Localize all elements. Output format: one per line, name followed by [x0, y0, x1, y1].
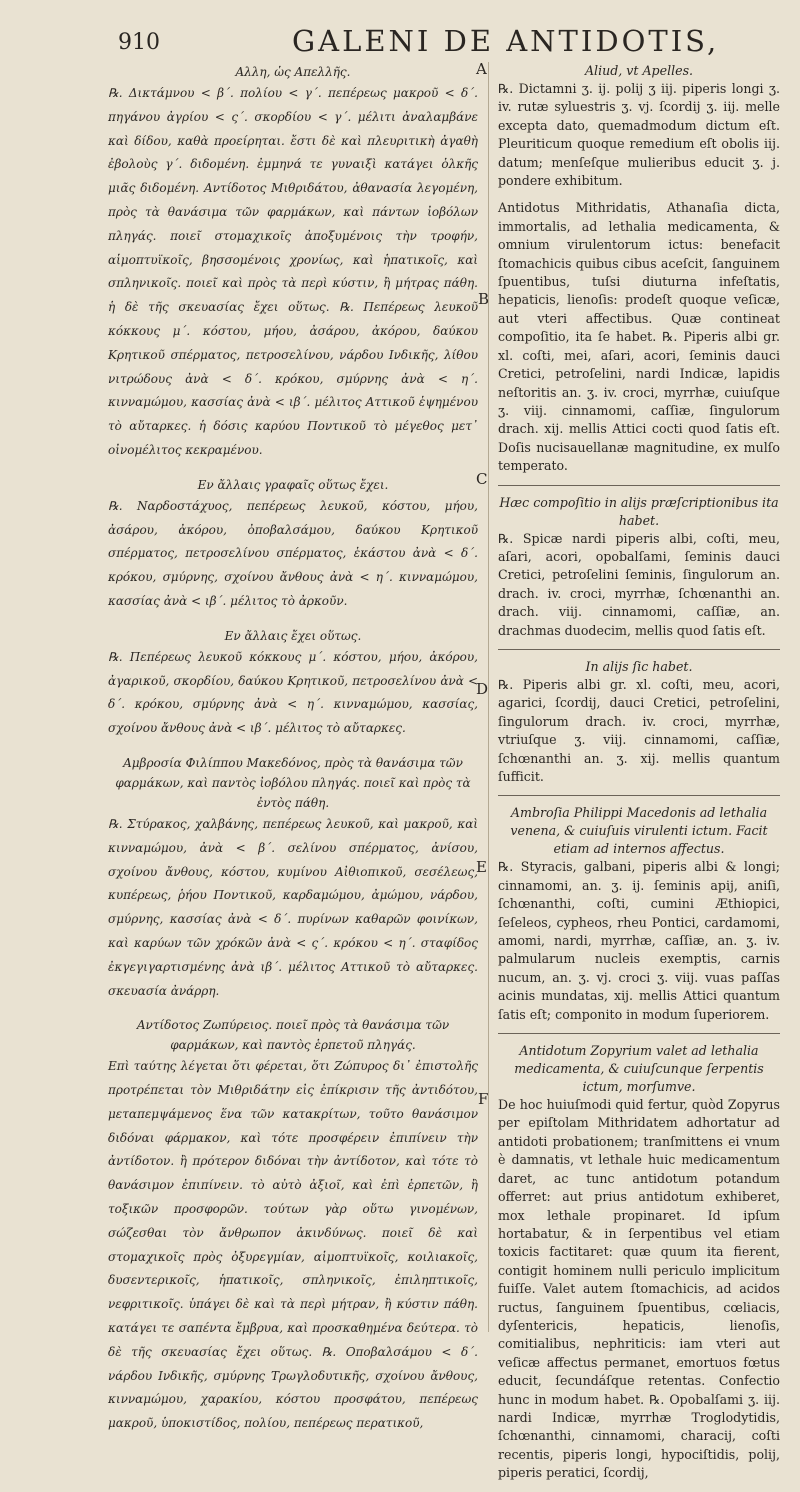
latin-heading: Ambroſia Philippi Macedonis ad lethalia venena, & cuiuſuis virulenti ictum. Facit etiam ad internos affectus.	[510, 805, 768, 857]
greek-section	[108, 626, 478, 741]
latin-column	[498, 62, 780, 1492]
running-title: GALENI DE ANTIDOTIS,	[292, 24, 720, 58]
latin-section	[498, 658, 780, 786]
greek-paragraph: ℞. Στύρακος, χαλβάνης, πεπέρεως λευκοῦ, καὶ μακροῦ, καὶ κινναμώμου, ἀνὰ < β΄. σελίνου σπέρματος, ἀνίσου, σχοίνου ἄνθους, κόστου, κυμίνου Αἰθιοπικοῦ, σεσέλεως, κυπέρεως, ῥήου Ποντικοῦ, καρδαμώμου, ἀμώμου, νάρδου, σμύρνης, κασσίας ἀνὰ < δ΄. πυρίνων καθαρῶν φοινίκων, καὶ καρύων τῶν χρόκῶν ἀνὰ < ς΄. κρόκου < η΄. σταφίδος ἐκγεγιγαρτισμένης ἀνὰ ιβ΄. μέλιτος Αττικοῦ τὸ αὔταρκες. σκευασία ἀνάρρη.	[108, 816, 478, 998]
section-rule	[498, 1033, 780, 1034]
margin-letter-b: B	[478, 290, 490, 308]
greek-heading: Αμβροσία Φιλίππου Μακεδόνος, πρὸς τὰ θανάσιμα τῶν φαρμάκων, καὶ παντὸς ἰοβόλου πληγάς. ποιεῖ καὶ πρὸς τὰ ἐντὸς πάθη.	[115, 755, 471, 810]
latin-paragraph: ℞. Styracis, galbani, piperis albi & longi; cinnamomi, an. ʒ. ij. ſeminis apij, aniſi, ſchœnanthi, coſti, cumini Æthiopici, ſeſeleos, cypheos, rheu Pontici, cardamomi, amomi, nardi, myrrhæ, caſſiæ, an. ʒ. iv. palmularum nucleis exemptis, carnis nucum, an. ʒ. vj. croci ʒ. viij. vuas paſſas acinis mundatas, xij. mellis Attici quantum ſatis eſt; componito in modum ſuperiorem.	[498, 859, 780, 1022]
latin-heading: Hæc compoſitio in alijs præſcriptionibus ita habet.	[499, 494, 779, 528]
greek-section	[108, 475, 478, 614]
greek-heading: Εν ἄλλαις ἔχει οὕτως.	[224, 628, 362, 643]
section-rule	[498, 649, 780, 650]
latin-heading: Antidotum Zopyrium valet ad lethalia medicamenta, & cuiuſcunque ſerpentis ictum, morſumve.	[514, 1043, 764, 1095]
margin-letter-d: D	[476, 680, 489, 698]
greek-paragraph: ℞. Δικτάμνου < β΄. πολίου < γ΄. πεπέρεως μακροῦ < δ΄. πηγάνου ἀγρίου < ς΄. σκορδίου < γ΄. μέλιτι ἀναλαμβάνε καὶ δίδου, καθὰ προείρηται. ἔστι δὲ καὶ πλευριτικὴ ἀγαθὴ ἐβολοὺς γ΄. διδομένη. ἐμμηνά τε γυναιξὶ κατάγει ὁλκῆς μιᾶς διδομένη. Αντίδοτος Μιθριδάτου, ἀθανασία λεγομένη, πρὸς τὰ θανάσιμα τῶν φαρμάκων, καὶ πάντων ἰοβόλων πληγάς. ποιεῖ στομαχικοῖς ἀποξυμένοις τὴν τροφήν, αἱμοπτυϊκοῖς, βησσομένοις χρονίως, καὶ ἡπατικοῖς, καὶ σπληνικοῖς. ποιεῖ καὶ πρὸς τὰ περὶ κύστιν, ἢ μήτρας πάθη. ἡ δὲ τῆς σκευασίας ἔχει οὕτως. ℞. Πεπέρεως λευκοῦ κόκκους μ΄. κόστου, μήου, ἀσάρου, ἀκόρου, δαύκου Κρητικοῦ σπέρματος, πετροσελίνου, νάρδου Ινδικῆς, λίθου νιτρώδους ἀνὰ < δ΄. κρόκου, σμύρνης ἀνὰ < η΄. κινναμώμου, κασσίας ἀνὰ < ιβ΄. μέλιτος Αττικοῦ ἑψημένου τὸ αὔταρκες. ἡ δόσις καρύου Ποντικοῦ τὸ μέγεθος μετ᾽ οἰνομέλιτος κεκραμένου.	[108, 86, 478, 457]
latin-section	[498, 1042, 780, 1483]
margin-letter-e: E	[476, 858, 487, 876]
section-rule	[498, 795, 780, 796]
greek-heading: Αντίδοτος Ζωπύρειος. ποιεῖ πρὸς τὰ θανάσιμα τῶν φαρμάκων, καὶ παντὸς ἑρπετοῦ πληγάς.	[136, 1018, 450, 1053]
greek-heading: Αλλη, ὡς Απελλῆς.	[235, 65, 351, 79]
greek-paragraph: Επὶ ταύτης λέγεται ὅτι φέρεται, ὅτι Ζώπυρος δι᾽ ἐπιστολῆς προτρέπεται τὸν Μιθριδάτην εἰς ἐπίκρισιν τῆς ἀντιδότου, μεταπεμψάμενος ἕνα τῶν κατακρίτων, τοῦτο θανάσιμον διδόναι φάρμακον, καὶ τότε προσφέρειν ἐπιπίνειν τὴν ἀντίδοτον. ἢ πρότερον διδόναι τὴν ἀντίδοτον, καὶ τότε τὸ θανάσιμον ἐπιπίνειν. τὸ αὐτὸ ἀξιοῖ, καὶ ἐπὶ ἑρπετῶν, ἢ τοξικῶν προσφορῶν. τούτων γὰρ οὕτω γινομένων, σώζεσθαι τὸν ἄνθρωπον ἀκινδύνως. ποιεῖ δὲ καὶ στομαχικοῖς πρὸς ὀξυρεγμίαν, αἱμοπτυϊκοῖς, κοιλιακοῖς, δυσεντερικοῖς, ἡπατικοῖς, σπληνικοῖς, ἐπιληπτικοῖς, νεφριτικοῖς. ὑπάγει δὲ καὶ τὰ περὶ μήτραν, ἢ κύστιν πάθη. κατάγει τε σαπέντα ἔμβρυα, καὶ προσκαθημένα δεύτερα. τὸ δὲ τῆς σκευασίας ἔχει οὕτως. ℞. Οποβαλσάμου < δ΄. νάρδου Ινδικῆς, σμύρνης Τρωγλοδυτικῆς, σχοίνου ἄνθους, κινναμώμου, χαρακίου, κόστου προσφάτου, πεπέρεως μακροῦ, ὑποκιστίδος, πολίου, πεπέρεως περατικοῦ,	[108, 1059, 478, 1431]
column-divider	[488, 62, 489, 1332]
greek-section	[108, 1015, 478, 1436]
margin-letter-f: F	[478, 1090, 489, 1108]
latin-section	[498, 804, 780, 1024]
latin-paragraph: Antidotus Mithridatis, Athanaſia dicta, immortalis, ad lethalia medicamenta, & omnium virulentorum ictus: benefacit ſtomachicis quibus cibus aceſcit, ſanguinem ſpuentibus, tuſsi diuturna infeſtatis, hepaticis, lienoſis: prodeſt quoque veſicæ, aut vteri affectibus. Quæ contineat compoſitio, ita ſe habet. ℞. Piperis albi gr. xl. coſti, mei, aſari, acori, ſeminis dauci Cretici, petroſelini, nardi Indicæ, lapidis neſtoritis an. ʒ. iv. croci, myrrhæ, cuiuſque ʒ. viij. cinnamomi, caſſiæ, ſingulorum drach. xij. mellis Attici cocti quod ſatis eſt. Doſis nucisauellanæ magnitudine, ex mulſo temperato.	[498, 200, 780, 474]
greek-section	[108, 62, 478, 463]
latin-section	[498, 494, 780, 640]
margin-letter-a: A	[476, 60, 487, 78]
latin-paragraph: ℞. Piperis albi gr. xl. coſti, meu, acori, agarici, ſcordij, dauci Cretici, petroſelini, ſingulorum drach. iv. croci, myrrhæ, vtriuſque ʒ. viij. cinnamomi, caſſiæ, ſchœnanthi an. ʒ. xij. mellis quantum ſufficit.	[498, 676, 780, 784]
page-number: 910	[118, 30, 160, 55]
latin-heading: Aliud, vt Apelles.	[584, 63, 694, 78]
margin-letter-c: C	[476, 470, 488, 488]
latin-section	[498, 62, 780, 476]
section-rule	[498, 485, 780, 486]
latin-paragraph: De hoc huiuſmodi quid fertur, quòd Zopyrus per epiſtolam Mithridatem adhortatur ad antidoti probationem; tranſmittens ei vnum è damnatis, vt lethale huic medicamentum daret, ac tunc antidotum potandum offerret: aut prius antidotum exhiberet, mox lethale propinaret. Id ipſum hortabatur, & in ſerpentibus vel etiam toxicis factitaret: quæ quum ita fierent, contigit hominem nulli periculo implicitum fuiſſe. Valet autem ſtomachicis, ad acidos ructus, ſanguinem ſpuentibus, cœliacis, dyſentericis, hepaticis, lienoſis, comitialibus, nephriticis: iam vteri aut veſicæ affectus permanet, emortuos fœtus educit, ſecundáſque retentas. Confectio hunc in modum habet. ℞. Opobalſami ʒ. iij. nardi Indicæ, myrrhæ Troglodytidis, ſchœnanthi, cinnamomi, characij, coſti recentis, piperis longi, hypociſtidis, polij, piperis peratici, ſcordij,	[498, 1097, 780, 1481]
greek-paragraph: ℞. Ναρδοστάχυος, πεπέρεως λευκοῦ, κόστου, μήου, ἀσάρου, ἀκόρου, ὀποβαλσάμου, δαύκου Κρητικοῦ σπέρματος, πετροσελίνου σπέρματος, ἑκάστου ἀνὰ < δ΄. κρόκου, σμύρνης, σχοίνου ἄνθους ἀνὰ < η΄. κινναμώμου, κασσίας ἀνὰ < ιβ΄. μέλιτος τὸ ἀρκοῦν.	[108, 498, 478, 608]
greek-section	[108, 753, 478, 1003]
greek-heading: Εν ἄλλαις γραφαῖς οὕτως ἔχει.	[197, 477, 389, 492]
latin-paragraph: ℞. Dictamni ʒ. ij. polij ʒ iij. piperis longi ʒ. iv. rutæ syluestris ʒ. vj. ſcordij ʒ. iij. melle excepta dato, quemadmodum dictum eſt. Pleuriticum quoque remedium eſt obolis iij. datum; menſeſque mulieribus educit ʒ. j. pondere exhibitum.	[498, 81, 780, 189]
greek-column	[108, 62, 478, 1448]
greek-paragraph: ℞. Πεπέρεως λευκοῦ κόκκους μ΄. κόστου, μήου, ἀκόρου, ἀγαρικοῦ, σκορδίου, δαύκου Κρητικοῦ, πετροσελίνου ἀνὰ < δ΄. κρόκου, σμύρνης ἀνὰ < η΄. κινναμώμου, κασσίας, σχοίνου ἄνθους ἀνὰ < ιβ΄. μέλιτος τὸ αὔταρκες.	[108, 649, 478, 736]
latin-heading: In alijs ſic habet.	[585, 658, 693, 674]
latin-paragraph: ℞. Spicæ nardi piperis albi, coſti, meu, aſari, acori, opobalſami, ſeminis dauci Cretici, petroſelini ſeminis, ſingulorum an. drach. iv. croci, myrrhæ, ſchœnanthi an. drach. viij. cinnamomi, caſſiæ, an. drachmas duodecim, mellis quod ſatis eſt.	[498, 530, 780, 638]
